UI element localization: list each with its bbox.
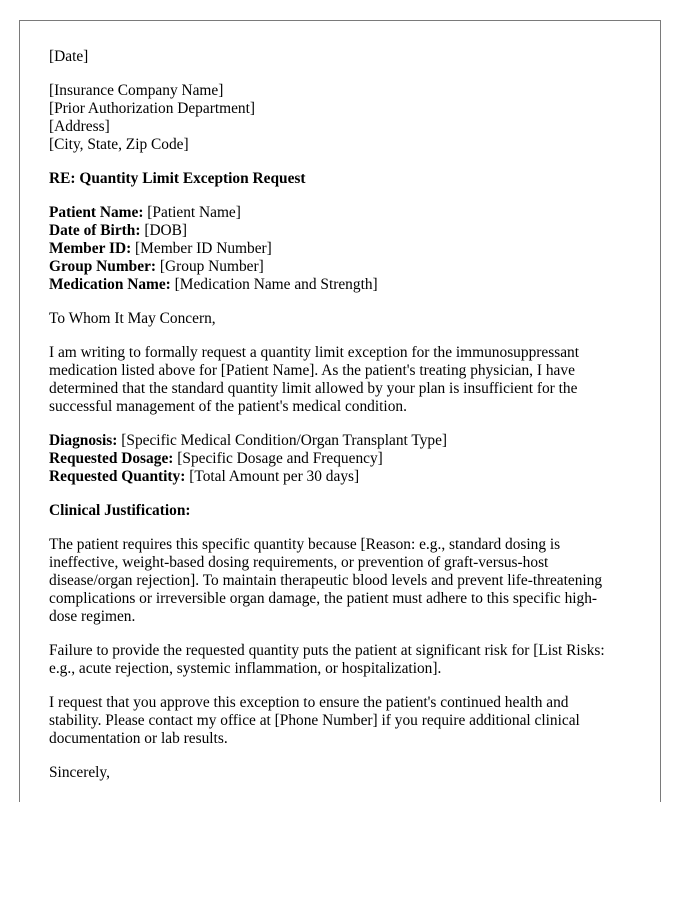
group-number-row (49, 258, 639, 276)
justification-line: ineffective, weight-based dosing requirements, or prevention of graft-versus-host (49, 554, 549, 571)
intro-line: successful management of the patient's medical condition. (49, 398, 407, 415)
group-number-label: Group Number: (49, 258, 157, 275)
quantity-value: [Total Amount per 30 days] (185, 468, 360, 485)
dosage-value: [Specific Dosage and Frequency] (173, 450, 383, 467)
closing-request-line: stability. Please contact my office at [Phone Number] if you require additional clinical (49, 712, 580, 729)
subject-line: RE: Quantity Limit Exception Request (49, 170, 306, 187)
closing-request-line: documentation or lab results. (49, 730, 228, 747)
patient-info-block (49, 204, 639, 294)
letter-page (19, 20, 661, 802)
diagnosis-value: [Specific Medical Condition/Organ Transplant Type] (117, 432, 448, 449)
justification-heading-block (49, 502, 639, 520)
diagnosis-row (49, 432, 639, 450)
letter-date: [Date] (49, 48, 89, 65)
medication-value: [Medication Name and Strength] (170, 276, 378, 293)
dosage-row (49, 450, 639, 468)
justification-paragraph (49, 536, 639, 626)
justification-line: The patient requires this specific quantity because [Reason: e.g., standard dosing is (49, 536, 561, 553)
member-id-value: [Member ID Number] (131, 240, 272, 257)
recipient-department: [Prior Authorization Department] (49, 100, 256, 117)
medication-label: Medication Name: (49, 276, 171, 293)
risk-paragraph (49, 642, 639, 678)
closing-request-line: I request that you approve this exception to ensure the patient's continued health and (49, 694, 569, 711)
group-number-value: [Group Number] (156, 258, 264, 275)
patient-name-row (49, 204, 639, 222)
patient-name-label: Patient Name: (49, 204, 144, 221)
intro-paragraph (49, 344, 639, 416)
risk-line: e.g., acute rejection, systemic inflammation, or hospitalization]. (49, 660, 442, 677)
dosage-label: Requested Dosage: (49, 450, 174, 467)
closing-request-paragraph (49, 694, 639, 748)
subject-block (49, 170, 639, 188)
medication-row (49, 276, 639, 294)
member-id-label: Member ID: (49, 240, 132, 257)
justification-line: disease/organ rejection]. To maintain therapeutic blood levels and prevent life-threatening (49, 572, 603, 589)
intro-line: determined that the standard quantity limit allowed by your plan is insufficient for the (49, 380, 578, 397)
signoff: Sincerely, (49, 764, 110, 781)
justification-line: complications or irreversible organ damage, the patient must adhere to this specific high- (49, 590, 598, 607)
dob-label: Date of Birth: (49, 222, 141, 239)
recipient-company: [Insurance Company Name] (49, 82, 224, 99)
dob-row (49, 222, 639, 240)
signoff-block (49, 764, 639, 782)
quantity-row (49, 468, 639, 486)
intro-line: medication listed above for [Patient Name]. As the patient's treating physician, I have (49, 362, 575, 379)
risk-line: Failure to provide the requested quantity puts the patient at significant risk for [List Risks: (49, 642, 605, 659)
salutation: To Whom It May Concern, (49, 310, 216, 327)
justification-heading: Clinical Justification: (49, 502, 191, 519)
quantity-label: Requested Quantity: (49, 468, 186, 485)
request-info-block (49, 432, 639, 486)
intro-line: I am writing to formally request a quantity limit exception for the immunosuppressant (49, 344, 580, 361)
date-line (49, 48, 639, 66)
diagnosis-label: Diagnosis: (49, 432, 118, 449)
member-id-row (49, 240, 639, 258)
recipient-city-state-zip: [City, State, Zip Code] (49, 136, 189, 153)
letter-body (49, 48, 639, 798)
justification-line: dose regimen. (49, 608, 136, 625)
salutation-block (49, 310, 639, 328)
dob-value: [DOB] (140, 222, 188, 239)
patient-name-value: [Patient Name] (143, 204, 241, 221)
recipient-address: [Address] (49, 118, 110, 135)
recipient-address-block (49, 82, 639, 154)
